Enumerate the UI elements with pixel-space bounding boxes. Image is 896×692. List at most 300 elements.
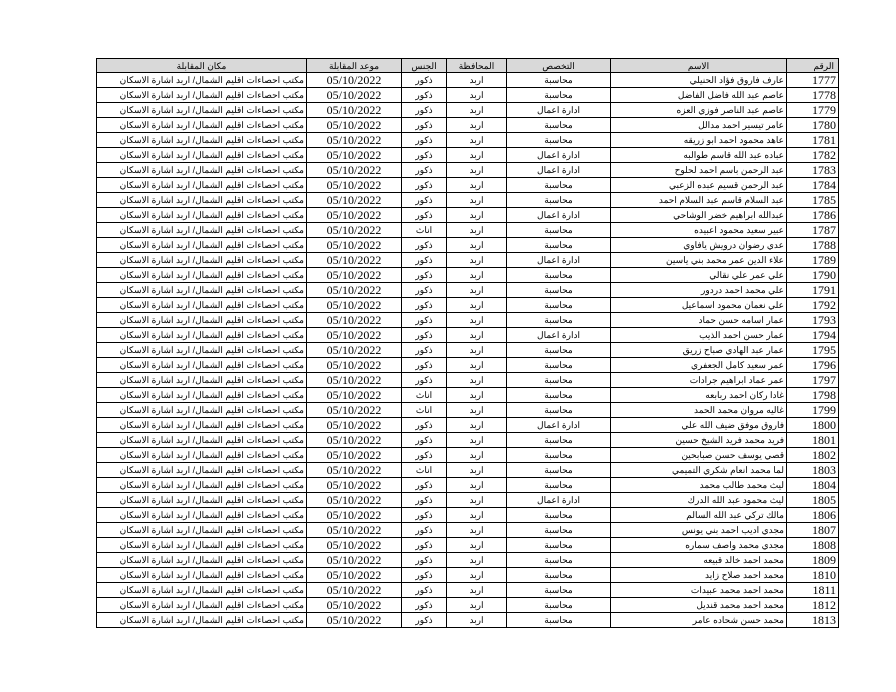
cell-num: 1789 — [787, 253, 839, 268]
cell-date: 05/10/2022 — [307, 193, 402, 208]
cell-num: 1798 — [787, 388, 839, 403]
cell-date: 05/10/2022 — [307, 343, 402, 358]
cell-date: 05/10/2022 — [307, 238, 402, 253]
table-row — [97, 403, 839, 418]
cell-place: مكتب احصاءات اقليم الشمال/ اربد اشارة الاسكان — [97, 148, 307, 163]
cell-date: 05/10/2022 — [307, 508, 402, 523]
cell-name: قصي يوسف حسن صبابحين — [611, 448, 787, 463]
cell-gov: اربد — [447, 538, 507, 553]
cell-place: مكتب احصاءات اقليم الشمال/ اربد اشارة الاسكان — [97, 283, 307, 298]
cell-name: محمد احمد محمد قنديل — [611, 598, 787, 613]
table-row — [97, 598, 839, 613]
cell-gender: ذكور — [402, 478, 447, 493]
cell-place: مكتب احصاءات اقليم الشمال/ اربد اشارة الاسكان — [97, 613, 307, 628]
cell-spec: محاسبة — [507, 478, 611, 493]
table-row — [97, 373, 839, 388]
cell-num: 1786 — [787, 208, 839, 223]
cell-gender: ذكور — [402, 343, 447, 358]
cell-place: مكتب احصاءات اقليم الشمال/ اربد اشارة الاسكان — [97, 478, 307, 493]
cell-gender: ذكور — [402, 103, 447, 118]
cell-place: مكتب احصاءات اقليم الشمال/ اربد اشارة الاسكان — [97, 133, 307, 148]
cell-place: مكتب احصاءات اقليم الشمال/ اربد اشارة الاسكان — [97, 343, 307, 358]
cell-gov: اربد — [447, 418, 507, 433]
cell-num: 1813 — [787, 613, 839, 628]
cell-num: 1787 — [787, 223, 839, 238]
cell-num: 1793 — [787, 313, 839, 328]
cell-spec: ادارة اعمال — [507, 328, 611, 343]
cell-place: مكتب احصاءات اقليم الشمال/ اربد اشارة الاسكان — [97, 313, 307, 328]
cell-gov: اربد — [447, 118, 507, 133]
cell-spec: ادارة اعمال — [507, 103, 611, 118]
cell-date: 05/10/2022 — [307, 523, 402, 538]
table-row — [97, 418, 839, 433]
cell-name: عاصم عبد الناصر فوزي العزه — [611, 103, 787, 118]
cell-num: 1799 — [787, 403, 839, 418]
cell-num: 1781 — [787, 133, 839, 148]
cell-name: محمد احمد خالد قبيعه — [611, 553, 787, 568]
cell-name: ليث محمد طالب محمد — [611, 478, 787, 493]
cell-gov: اربد — [447, 343, 507, 358]
interview-schedule-sheet — [96, 58, 838, 628]
cell-gov: اربد — [447, 433, 507, 448]
cell-spec: محاسبة — [507, 223, 611, 238]
header-row — [97, 59, 839, 73]
cell-spec: محاسبة — [507, 178, 611, 193]
cell-num: 1812 — [787, 598, 839, 613]
cell-name: عمار عبد الهادي صباح زريق — [611, 343, 787, 358]
cell-spec: محاسبة — [507, 313, 611, 328]
cell-name: عمار حسن احمد الذيب — [611, 328, 787, 343]
interview-table — [96, 58, 839, 628]
cell-date: 05/10/2022 — [307, 223, 402, 238]
cell-gov: اربد — [447, 373, 507, 388]
cell-place: مكتب احصاءات اقليم الشمال/ اربد اشارة الاسكان — [97, 103, 307, 118]
cell-place: مكتب احصاءات اقليم الشمال/ اربد اشارة الاسكان — [97, 163, 307, 178]
cell-spec: محاسبة — [507, 433, 611, 448]
cell-date: 05/10/2022 — [307, 613, 402, 628]
cell-place: مكتب احصاءات اقليم الشمال/ اربد اشارة الاسكان — [97, 538, 307, 553]
cell-name: عاهد محمود احمد ابو زريقه — [611, 133, 787, 148]
cell-name: عباده عبد الله قاسم طوالبه — [611, 148, 787, 163]
cell-num: 1807 — [787, 523, 839, 538]
cell-gender: ذكور — [402, 328, 447, 343]
cell-date: 05/10/2022 — [307, 418, 402, 433]
cell-spec: محاسبة — [507, 88, 611, 103]
cell-gender: ذكور — [402, 73, 447, 88]
cell-spec: محاسبة — [507, 463, 611, 478]
cell-gov: اربد — [447, 568, 507, 583]
header-num: الرقم — [787, 59, 839, 73]
cell-place: مكتب احصاءات اقليم الشمال/ اربد اشارة الاسكان — [97, 118, 307, 133]
cell-name: محمد احمد محمد عبيدات — [611, 583, 787, 598]
cell-date: 05/10/2022 — [307, 253, 402, 268]
cell-date: 05/10/2022 — [307, 73, 402, 88]
table-row — [97, 148, 839, 163]
cell-gov: اربد — [447, 388, 507, 403]
cell-num: 1806 — [787, 508, 839, 523]
cell-gender: ذكور — [402, 133, 447, 148]
cell-place: مكتب احصاءات اقليم الشمال/ اربد اشارة الاسكان — [97, 508, 307, 523]
cell-num: 1779 — [787, 103, 839, 118]
cell-gov: اربد — [447, 193, 507, 208]
cell-date: 05/10/2022 — [307, 208, 402, 223]
cell-gender: ذكور — [402, 358, 447, 373]
cell-spec: محاسبة — [507, 508, 611, 523]
cell-gov: اربد — [447, 103, 507, 118]
cell-name: مالك تركي عبد الله السالم — [611, 508, 787, 523]
cell-date: 05/10/2022 — [307, 373, 402, 388]
cell-name: عدي رضوان درويش يافاوي — [611, 238, 787, 253]
cell-spec: محاسبة — [507, 448, 611, 463]
table-row — [97, 73, 839, 88]
cell-gov: اربد — [447, 268, 507, 283]
cell-spec: محاسبة — [507, 388, 611, 403]
table-row — [97, 118, 839, 133]
table-row — [97, 298, 839, 313]
cell-gender: ذكور — [402, 268, 447, 283]
cell-gov: اربد — [447, 478, 507, 493]
cell-name: مجدي اديب احمد بني يونس — [611, 523, 787, 538]
cell-date: 05/10/2022 — [307, 478, 402, 493]
cell-date: 05/10/2022 — [307, 313, 402, 328]
cell-place: مكتب احصاءات اقليم الشمال/ اربد اشارة الاسكان — [97, 523, 307, 538]
cell-date: 05/10/2022 — [307, 433, 402, 448]
cell-name: عبد الرحمن باسم احمد لحلوح — [611, 163, 787, 178]
table-row — [97, 538, 839, 553]
cell-gender: اناث — [402, 403, 447, 418]
cell-name: علي نعمان محمود اسماعيل — [611, 298, 787, 313]
cell-name: غادا ركان احمد ربابعه — [611, 388, 787, 403]
cell-place: مكتب احصاءات اقليم الشمال/ اربد اشارة الاسكان — [97, 268, 307, 283]
cell-name: فاروق موفق ضيف الله علي — [611, 418, 787, 433]
cell-num: 1811 — [787, 583, 839, 598]
table-row — [97, 253, 839, 268]
cell-place: مكتب احصاءات اقليم الشمال/ اربد اشارة الاسكان — [97, 73, 307, 88]
cell-spec: ادارة اعمال — [507, 493, 611, 508]
cell-place: مكتب احصاءات اقليم الشمال/ اربد اشارة الاسكان — [97, 598, 307, 613]
cell-spec: محاسبة — [507, 343, 611, 358]
table-row — [97, 343, 839, 358]
cell-gov: اربد — [447, 598, 507, 613]
table-body — [97, 73, 839, 628]
cell-date: 05/10/2022 — [307, 538, 402, 553]
cell-place: مكتب احصاءات اقليم الشمال/ اربد اشارة الاسكان — [97, 238, 307, 253]
cell-place: مكتب احصاءات اقليم الشمال/ اربد اشارة الاسكان — [97, 553, 307, 568]
cell-place: مكتب احصاءات اقليم الشمال/ اربد اشارة الاسكان — [97, 403, 307, 418]
cell-gender: ذكور — [402, 553, 447, 568]
cell-num: 1808 — [787, 538, 839, 553]
header-spec: التخصص — [507, 59, 611, 73]
cell-gender: اناث — [402, 388, 447, 403]
cell-place: مكتب احصاءات اقليم الشمال/ اربد اشارة الاسكان — [97, 568, 307, 583]
cell-gender: ذكور — [402, 613, 447, 628]
cell-num: 1780 — [787, 118, 839, 133]
header-gender: الجنس — [402, 59, 447, 73]
table-row — [97, 208, 839, 223]
cell-gov: اربد — [447, 403, 507, 418]
cell-spec: محاسبة — [507, 523, 611, 538]
table-row — [97, 613, 839, 628]
cell-spec: ادارة اعمال — [507, 253, 611, 268]
cell-gov: اربد — [447, 523, 507, 538]
cell-gender: ذكور — [402, 148, 447, 163]
cell-gender: ذكور — [402, 523, 447, 538]
cell-gov: اربد — [447, 493, 507, 508]
cell-place: مكتب احصاءات اقليم الشمال/ اربد اشارة الاسكان — [97, 328, 307, 343]
cell-date: 05/10/2022 — [307, 493, 402, 508]
cell-date: 05/10/2022 — [307, 163, 402, 178]
cell-place: مكتب احصاءات اقليم الشمال/ اربد اشارة الاسكان — [97, 358, 307, 373]
cell-gender: اناث — [402, 223, 447, 238]
cell-name: عبير سعيد محمود اعبيده — [611, 223, 787, 238]
cell-num: 1796 — [787, 358, 839, 373]
header-date: موعد المقابلة — [307, 59, 402, 73]
cell-date: 05/10/2022 — [307, 463, 402, 478]
cell-date: 05/10/2022 — [307, 268, 402, 283]
cell-num: 1794 — [787, 328, 839, 343]
cell-num: 1805 — [787, 493, 839, 508]
table-row — [97, 568, 839, 583]
table-row — [97, 88, 839, 103]
cell-place: مكتب احصاءات اقليم الشمال/ اربد اشارة الاسكان — [97, 388, 307, 403]
cell-spec: محاسبة — [507, 598, 611, 613]
cell-gender: ذكور — [402, 193, 447, 208]
cell-date: 05/10/2022 — [307, 388, 402, 403]
table-row — [97, 328, 839, 343]
table-row — [97, 478, 839, 493]
cell-name: مجدي محمد واصف سماره — [611, 538, 787, 553]
cell-name: عبد الرحمن قسيم عبده الزعبي — [611, 178, 787, 193]
cell-gov: اربد — [447, 73, 507, 88]
cell-spec: محاسبة — [507, 73, 611, 88]
header-place: مكان المقابلة — [97, 59, 307, 73]
table-row — [97, 163, 839, 178]
cell-spec: محاسبة — [507, 568, 611, 583]
cell-gov: اربد — [447, 148, 507, 163]
cell-gov: اربد — [447, 583, 507, 598]
cell-gov: اربد — [447, 253, 507, 268]
cell-gov: اربد — [447, 508, 507, 523]
cell-num: 1801 — [787, 433, 839, 448]
cell-num: 1777 — [787, 73, 839, 88]
cell-spec: محاسبة — [507, 358, 611, 373]
cell-date: 05/10/2022 — [307, 148, 402, 163]
cell-place: مكتب احصاءات اقليم الشمال/ اربد اشارة الاسكان — [97, 193, 307, 208]
cell-place: مكتب احصاءات اقليم الشمال/ اربد اشارة الاسكان — [97, 178, 307, 193]
cell-date: 05/10/2022 — [307, 283, 402, 298]
table-row — [97, 238, 839, 253]
table-row — [97, 493, 839, 508]
cell-spec: محاسبة — [507, 583, 611, 598]
cell-gender: ذكور — [402, 88, 447, 103]
table-row — [97, 103, 839, 118]
table-row — [97, 133, 839, 148]
cell-gender: ذكور — [402, 313, 447, 328]
cell-gov: اربد — [447, 358, 507, 373]
cell-spec: محاسبة — [507, 268, 611, 283]
cell-name: فريد محمد فريد الشيخ حسين — [611, 433, 787, 448]
cell-place: مكتب احصاءات اقليم الشمال/ اربد اشارة الاسكان — [97, 253, 307, 268]
cell-gov: اربد — [447, 238, 507, 253]
cell-spec: ادارة اعمال — [507, 418, 611, 433]
table-row — [97, 313, 839, 328]
cell-date: 05/10/2022 — [307, 598, 402, 613]
cell-gov: اربد — [447, 208, 507, 223]
cell-place: مكتب احصاءات اقليم الشمال/ اربد اشارة الاسكان — [97, 208, 307, 223]
cell-gov: اربد — [447, 283, 507, 298]
cell-spec: محاسبة — [507, 553, 611, 568]
cell-spec: محاسبة — [507, 298, 611, 313]
cell-num: 1797 — [787, 373, 839, 388]
cell-name: عامر تيسير احمد مدالل — [611, 118, 787, 133]
cell-name: عمر سعيد كامل الجعفري — [611, 358, 787, 373]
cell-date: 05/10/2022 — [307, 568, 402, 583]
cell-place: مكتب احصاءات اقليم الشمال/ اربد اشارة الاسكان — [97, 463, 307, 478]
cell-spec: محاسبة — [507, 133, 611, 148]
cell-date: 05/10/2022 — [307, 358, 402, 373]
cell-name: ليث محمود عبد الله الدرك — [611, 493, 787, 508]
table-row — [97, 463, 839, 478]
cell-gender: ذكور — [402, 493, 447, 508]
cell-date: 05/10/2022 — [307, 178, 402, 193]
cell-gender: ذكور — [402, 208, 447, 223]
cell-date: 05/10/2022 — [307, 298, 402, 313]
cell-place: مكتب احصاءات اقليم الشمال/ اربد اشارة الاسكان — [97, 298, 307, 313]
cell-name: عارف فاروق فؤاد الحنيلي — [611, 73, 787, 88]
table-row — [97, 193, 839, 208]
cell-gov: اربد — [447, 463, 507, 478]
cell-gender: ذكور — [402, 418, 447, 433]
cell-gender: ذكور — [402, 583, 447, 598]
cell-num: 1795 — [787, 343, 839, 358]
cell-gender: ذكور — [402, 433, 447, 448]
cell-place: مكتب احصاءات اقليم الشمال/ اربد اشارة الاسكان — [97, 418, 307, 433]
cell-num: 1783 — [787, 163, 839, 178]
cell-spec: ادارة اعمال — [507, 148, 611, 163]
cell-num: 1784 — [787, 178, 839, 193]
cell-spec: محاسبة — [507, 238, 611, 253]
cell-place: مكتب احصاءات اقليم الشمال/ اربد اشارة الاسكان — [97, 583, 307, 598]
cell-gender: ذكور — [402, 298, 447, 313]
cell-name: علي عمر علي نقالي — [611, 268, 787, 283]
cell-gender: ذكور — [402, 568, 447, 583]
cell-gender: ذكور — [402, 118, 447, 133]
cell-gender: ذكور — [402, 538, 447, 553]
cell-place: مكتب احصاءات اقليم الشمال/ اربد اشارة الاسكان — [97, 433, 307, 448]
cell-spec: محاسبة — [507, 613, 611, 628]
cell-gov: اربد — [447, 298, 507, 313]
cell-name: غاليه مروان محمد الحمد — [611, 403, 787, 418]
cell-num: 1790 — [787, 268, 839, 283]
cell-name: عاصم عبد الله فاضل الفاضل — [611, 88, 787, 103]
cell-place: مكتب احصاءات اقليم الشمال/ اربد اشارة الاسكان — [97, 88, 307, 103]
cell-date: 05/10/2022 — [307, 103, 402, 118]
cell-gov: اربد — [447, 613, 507, 628]
header-gov: المحافظة — [447, 59, 507, 73]
table-row — [97, 283, 839, 298]
cell-gender: اناث — [402, 463, 447, 478]
cell-gov: اربد — [447, 328, 507, 343]
table-row — [97, 178, 839, 193]
cell-name: عمر عماد ابراهيم جرادات — [611, 373, 787, 388]
cell-num: 1810 — [787, 568, 839, 583]
cell-date: 05/10/2022 — [307, 133, 402, 148]
table-row — [97, 358, 839, 373]
table-row — [97, 448, 839, 463]
table-row — [97, 508, 839, 523]
cell-num: 1804 — [787, 478, 839, 493]
cell-place: مكتب احصاءات اقليم الشمال/ اربد اشارة الاسكان — [97, 373, 307, 388]
cell-num: 1803 — [787, 463, 839, 478]
cell-gov: اربد — [447, 313, 507, 328]
cell-gender: ذكور — [402, 253, 447, 268]
cell-date: 05/10/2022 — [307, 88, 402, 103]
cell-num: 1785 — [787, 193, 839, 208]
cell-gender: ذكور — [402, 448, 447, 463]
cell-name: محمد احمد صلاح زايد — [611, 568, 787, 583]
cell-gender: ذكور — [402, 178, 447, 193]
cell-name: عمار اسامه حسن حماد — [611, 313, 787, 328]
table-row — [97, 523, 839, 538]
cell-name: علي محمد احمد دردور — [611, 283, 787, 298]
cell-gov: اربد — [447, 133, 507, 148]
cell-num: 1800 — [787, 418, 839, 433]
cell-spec: محاسبة — [507, 283, 611, 298]
cell-name: محمد حسن شحاده عامر — [611, 613, 787, 628]
cell-place: مكتب احصاءات اقليم الشمال/ اربد اشارة الاسكان — [97, 223, 307, 238]
cell-gender: ذكور — [402, 508, 447, 523]
cell-date: 05/10/2022 — [307, 328, 402, 343]
cell-num: 1791 — [787, 283, 839, 298]
cell-spec: محاسبة — [507, 193, 611, 208]
cell-spec: محاسبة — [507, 538, 611, 553]
cell-date: 05/10/2022 — [307, 403, 402, 418]
table-row — [97, 223, 839, 238]
table-row — [97, 268, 839, 283]
table-row — [97, 388, 839, 403]
cell-num: 1782 — [787, 148, 839, 163]
cell-spec: محاسبة — [507, 403, 611, 418]
cell-place: مكتب احصاءات اقليم الشمال/ اربد اشارة الاسكان — [97, 448, 307, 463]
cell-gender: ذكور — [402, 373, 447, 388]
cell-num: 1792 — [787, 298, 839, 313]
cell-gender: ذكور — [402, 598, 447, 613]
cell-name: علاء الدين عمر محمد بني ياسين — [611, 253, 787, 268]
cell-gov: اربد — [447, 223, 507, 238]
cell-name: لما محمد انعام شكري التميمي — [611, 463, 787, 478]
cell-spec: ادارة اعمال — [507, 163, 611, 178]
cell-name: عبدالله ابراهيم خضر الوشاحي — [611, 208, 787, 223]
cell-gov: اربد — [447, 178, 507, 193]
cell-gender: ذكور — [402, 283, 447, 298]
cell-gov: اربد — [447, 88, 507, 103]
cell-num: 1778 — [787, 88, 839, 103]
table-row — [97, 553, 839, 568]
table-row — [97, 583, 839, 598]
table-row — [97, 433, 839, 448]
cell-spec: محاسبة — [507, 118, 611, 133]
cell-num: 1802 — [787, 448, 839, 463]
cell-gov: اربد — [447, 553, 507, 568]
cell-gender: ذكور — [402, 163, 447, 178]
cell-num: 1809 — [787, 553, 839, 568]
cell-spec: محاسبة — [507, 373, 611, 388]
cell-gov: اربد — [447, 163, 507, 178]
cell-num: 1788 — [787, 238, 839, 253]
cell-gender: ذكور — [402, 238, 447, 253]
cell-date: 05/10/2022 — [307, 118, 402, 133]
cell-gov: اربد — [447, 448, 507, 463]
